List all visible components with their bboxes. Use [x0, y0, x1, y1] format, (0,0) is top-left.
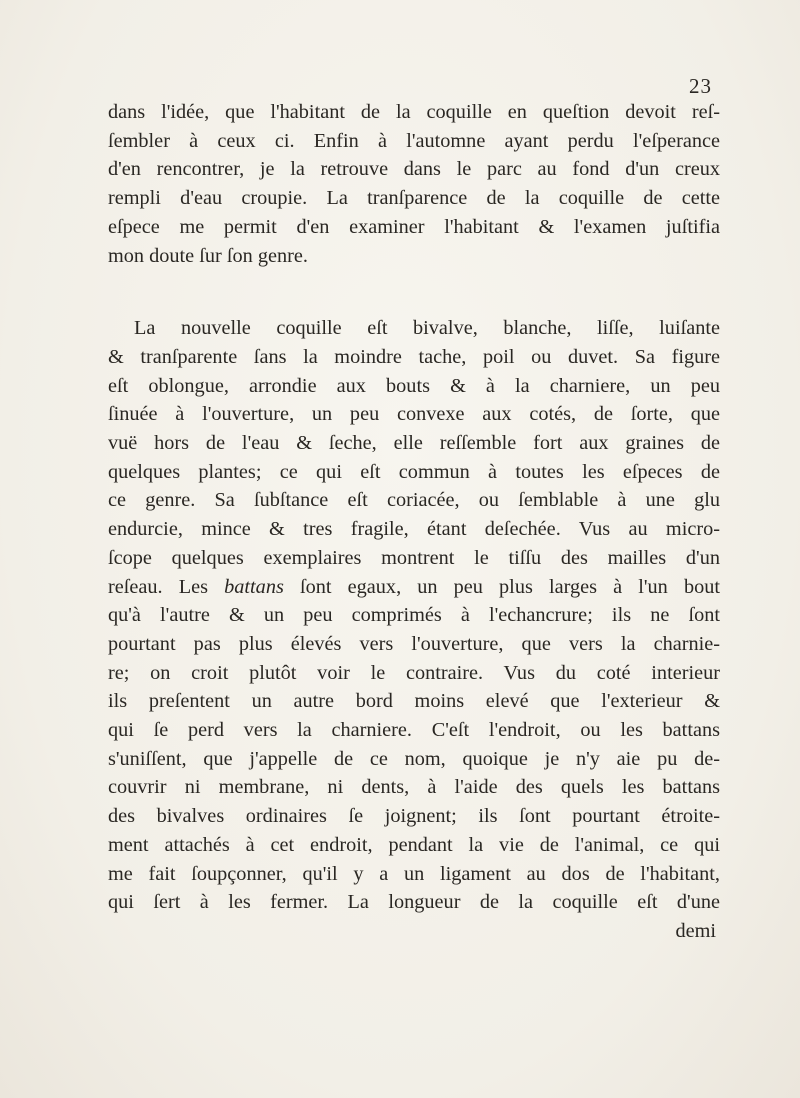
- text-line: quelques plantes; ce qui eſt commun à toutes les eſpeces de: [108, 460, 720, 483]
- text-line: rempli d'eau croupie. La tranſparence de la coquille de cette: [108, 187, 720, 210]
- text-line: eſt oblongue, arrondie aux bouts & à la charniere, un peu: [108, 374, 720, 397]
- paragraph-gap: [108, 270, 720, 314]
- text-line: qui ſert à les fermer. La longueur de la coquille eſt d'une: [108, 891, 720, 914]
- text-line: dans l'idée, que l'habitant de la coquille en queſtion devoit reſ-: [108, 101, 720, 123]
- text-line: qu'à l'autre & un peu comprimés à l'echancrure; ils ne ſont: [108, 604, 720, 627]
- text-block: [108, 98, 720, 946]
- paragraph-2: [108, 314, 720, 917]
- text-line-with-italic: [108, 573, 720, 602]
- text-line: ſcope quelques exemplaires montrent le tiſſu des mailles d'un: [108, 546, 720, 569]
- text-line: pourtant pas plus élevés vers l'ouverture, que vers la charnie-: [108, 632, 720, 655]
- text-line: re; on croit plutôt voir le contraire. Vus du coté interieur: [108, 661, 720, 684]
- text-line: d'en rencontrer, je la retrouve dans le parc au fond d'un creux: [108, 158, 720, 181]
- text-line: qui ſe perd vers la charniere. C'eſt l'endroit, ou les battans: [108, 719, 720, 742]
- text-line: me fait ſoupçonner, qu'il y a un ligament au dos de l'habitant,: [108, 862, 720, 885]
- text-line: La nouvelle coquille eſt bivalve, blanche, liſſe, luiſante: [134, 317, 720, 340]
- paragraph-1: [108, 98, 720, 270]
- text-line: couvrir ni membrane, ni dents, à l'aide des quels les battans: [108, 776, 720, 799]
- text-line: ils preſentent un autre bord moins elevé que l'exterieur &: [108, 690, 720, 713]
- text-line: ſinuée à l'ouverture, un peu convexe aux cotés, de ſorte, que: [108, 403, 720, 426]
- text-segment: ſont egaux, un peu plus larges à l'un bout: [283, 575, 720, 598]
- text-line: ſembler à ceux ci. Enfin à l'automne ayant perdu l'eſperance: [108, 129, 720, 152]
- text-line: des bivalves ordinaires ſe joignent; ils ſont pourtant étroite-: [108, 805, 720, 828]
- text-line: & tranſparente ſans la moindre tache, poil ou duvet. Sa figure: [108, 345, 720, 368]
- text-segment: reſeau. Les: [108, 575, 225, 598]
- text-line: endurcie, mince & tres fragile, étant deſechée. Vus au micro-: [108, 518, 720, 541]
- catchword: demi: [675, 919, 716, 942]
- text-line: s'uniſſent, que j'appelle de ce nom, quoique je n'y aie pu de-: [108, 747, 720, 770]
- text-line: ment attachés à cet endroit, pendant la vie de l'animal, ce qui: [108, 833, 720, 856]
- text-line: vuë hors de l'eau & ſeche, elle reſſemble fort aux graines de: [108, 432, 720, 455]
- text-line: eſpece me permit d'en examiner l'habitant & l'examen juſtifia: [108, 215, 720, 238]
- text-line: ce genre. Sa ſubſtance eſt coriacée, ou ſemblable à une glu: [108, 489, 720, 512]
- italic-term: battans: [224, 575, 284, 598]
- page-number: 23: [689, 74, 712, 98]
- text-line: mon doute ſur ſon genre.: [108, 244, 308, 267]
